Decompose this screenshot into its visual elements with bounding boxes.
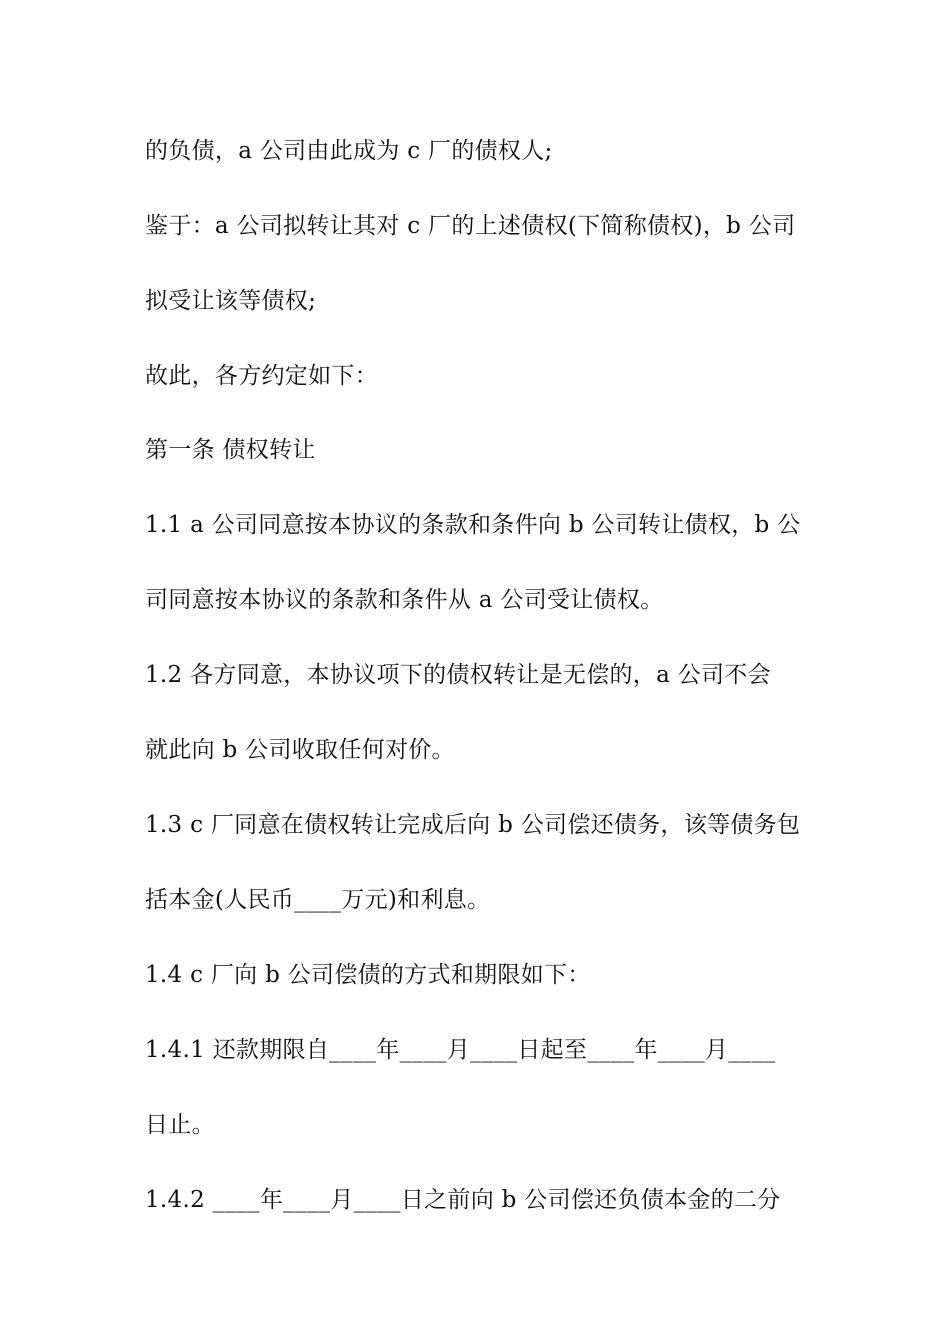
text-line: 日止。 <box>145 1112 215 1138</box>
text-line: 拟受让该等债权; <box>145 288 317 314</box>
text-line: 1.1 a 公司同意按本协议的条款和条件向 b 公司转让债权，b 公 <box>145 512 801 538</box>
text-line: 鉴于：a 公司拟转让其对 c 厂的上述债权(下简称债权)，b 公司 <box>145 213 796 239</box>
text-line: 故此，各方约定如下： <box>145 363 378 389</box>
section-heading: 第一条 债权转让 <box>145 437 316 463</box>
text-line: 括本金(人民币____万元)和利息。 <box>145 887 491 913</box>
text-line: 司同意按本协议的条款和条件从 a 公司受让债权。 <box>145 587 664 613</box>
text-line: 1.2 各方同意，本协议项下的债权转让是无偿的，a 公司不会 <box>145 662 771 688</box>
text-line: 1.4 c 厂向 b 公司偿债的方式和期限如下： <box>145 962 591 988</box>
text-line: 就此向 b 公司收取任何对价。 <box>145 737 455 763</box>
text-line: 1.4.2 ____年____月____日之前向 b 公司偿还负债本金的二分 <box>145 1187 781 1213</box>
text-line: 的负债，a 公司由此成为 c 厂的债权人; <box>145 138 553 164</box>
text-line: 1.3 c 厂同意在债权转让完成后向 b 公司偿还债务，该等债务包 <box>145 812 801 838</box>
text-line: 1.4.1 还款期限自____年____月____日起至____年____月____ <box>145 1037 776 1063</box>
